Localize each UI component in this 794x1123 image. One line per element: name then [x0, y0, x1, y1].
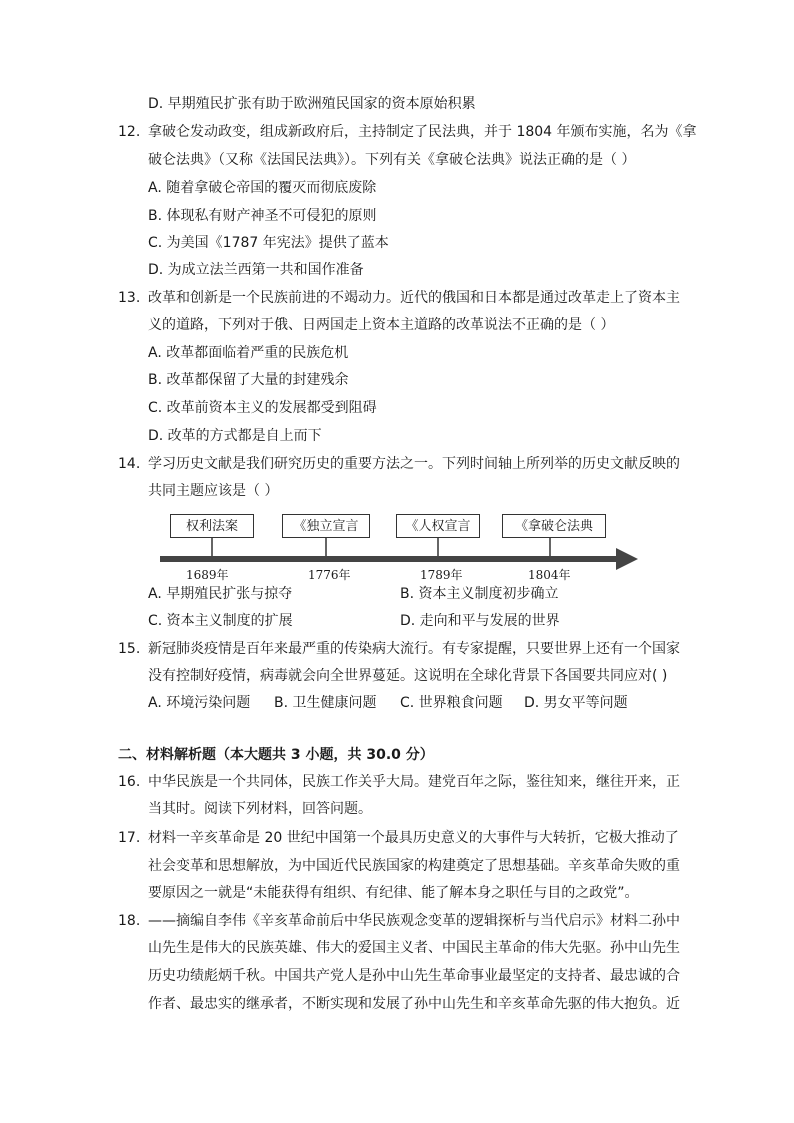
q15-stem-line1: 新冠肺炎疫情是百年来最严重的传染病大流行。有专家提醒，只要世界上还有一个国家: [148, 641, 680, 657]
q14-option-c: C. 资本主义制度的扩展: [148, 613, 293, 629]
q13-option-d: D. 改革的方式都是自上而下: [148, 428, 322, 444]
q18-line4: 作者、最忠实的继承者，不断实现和发展了孙中山先生和辛亥革命先驱的伟大抱负。近: [148, 996, 680, 1012]
q12-option-c: C. 为美国《1787 年宪法》提供了蓝本: [148, 235, 389, 251]
q13-option-b: B. 改革都保留了大量的封建残余: [148, 372, 349, 388]
history-timeline: [150, 506, 650, 586]
q14-option-d: D. 走向和平与发展的世界: [400, 613, 560, 629]
q14-stem-line2: 共同主题应该是（ ）: [148, 483, 279, 499]
timeline-year-1689: 1689年: [186, 568, 229, 582]
q12-number: 12.: [118, 124, 141, 140]
q15-option-d: D. 男女平等问题: [524, 695, 628, 711]
q16-line2: 当其时。阅读下列材料，回答问题。: [148, 801, 372, 817]
q15-option-a: A. 环境污染问题: [148, 695, 251, 711]
q17-number: 17.: [118, 830, 141, 846]
q15-number: 15.: [118, 641, 141, 657]
q14-option-b: B. 资本主义制度初步确立: [400, 586, 559, 602]
q18-line2: 山先生是伟大的民族英雄、伟大的爱国主义者、中国民主革命的伟大先驱。孙中山先生: [148, 940, 680, 956]
timeline-year-1776: 1776年: [308, 568, 351, 582]
q13-stem-line2: 义的道路，下列对于俄、日两国走上资本主道路的改革说法不正确的是（ ）: [148, 317, 615, 333]
q14-number: 14.: [118, 456, 141, 472]
q13-stem-line1: 改革和创新是一个民族前进的不竭动力。近代的俄国和日本都是通过改革走上了资本主: [148, 290, 680, 306]
timeline-doc-declaration-of-independence: 《独立宣言: [282, 514, 370, 538]
q18-line3: 历史功绩彪炳千秋。中国共产党人是孙中山先生革命事业最坚定的支持者、最忠诚的合: [148, 968, 680, 984]
timeline-doc-rights-of-man: 《人权宣言: [396, 514, 480, 538]
timeline-year-1804: 1804年: [528, 568, 571, 582]
q12-option-d: D. 为成立法兰西第一共和国作准备: [148, 262, 364, 278]
q12-stem-line2: 破仑法典》（又称《法国民法典》）。下列有关《拿破仑法典》说法正确的是（ ）: [148, 152, 636, 168]
q15-option-c: C. 世界粮食问题: [400, 695, 503, 711]
q12-option-b: B. 体现私有财产神圣不可侵犯的原则: [148, 208, 377, 224]
timeline-year-1789: 1789年: [420, 568, 463, 582]
q16-number: 16.: [118, 774, 141, 790]
q17-line3: 要原因之一就是“未能获得有组织、有纪律、能了解本身之职任与目的之政党”。: [148, 885, 639, 901]
q12-option-a: A. 随着拿破仑帝国的覆灭而彻底废除: [148, 180, 377, 196]
q11-option-d: D. 早期殖民扩张有助于欧洲殖民国家的资本原始积累: [148, 96, 476, 112]
q16-line1: 中华民族是一个共同体，民族工作关乎大局。建党百年之际，鉴往知来，继往开来，正: [148, 774, 680, 790]
q15-stem-line2: 没有控制好疫情，病毒就会向全世界蔓延。这说明在全球化背景下各国要共同应对( ): [148, 668, 668, 684]
timeline-doc-bill-of-rights: 权利法案: [170, 514, 254, 538]
q12-stem-line1: 拿破仑发动政变，组成新政府后，主持制定了民法典，并于 1804 年颁布实施，名为《拿: [148, 124, 697, 140]
q15-option-b: B. 卫生健康问题: [274, 695, 377, 711]
timeline-bar: [160, 556, 620, 562]
q13-number: 13.: [118, 290, 141, 306]
q17-line1: 材料一辛亥革命是 20 世纪中国第一个最具历史意义的大事件与大转折，它极大推动了: [148, 830, 679, 846]
q18-number: 18.: [118, 913, 141, 929]
section-heading: 二、材料解析题（本大题共 3 小题，共 30.0 分）: [118, 747, 434, 763]
q14-option-a: A. 早期殖民扩张与掠夺: [148, 586, 293, 602]
timeline-arrow-head: [616, 548, 638, 570]
q14-stem-line1: 学习历史文献是我们研究历史的重要方法之一。下列时间轴上所列举的历史文献反映的: [148, 456, 680, 472]
q13-option-a: A. 改革都面临着严重的民族危机: [148, 345, 349, 361]
q13-option-c: C. 改革前资本主义的发展都受到阻碍: [148, 400, 377, 416]
q18-line1: ——摘编自李伟《辛亥革命前后中华民族观念变革的逻辑探析与当代启示》材料二孙中: [148, 913, 680, 929]
timeline-doc-napoleonic-code: 《拿破仑法典: [502, 514, 606, 538]
q17-line2: 社会变革和思想解放，为中国近代民族国家的构建奠定了思想基础。辛亥革命失败的重: [148, 858, 680, 874]
